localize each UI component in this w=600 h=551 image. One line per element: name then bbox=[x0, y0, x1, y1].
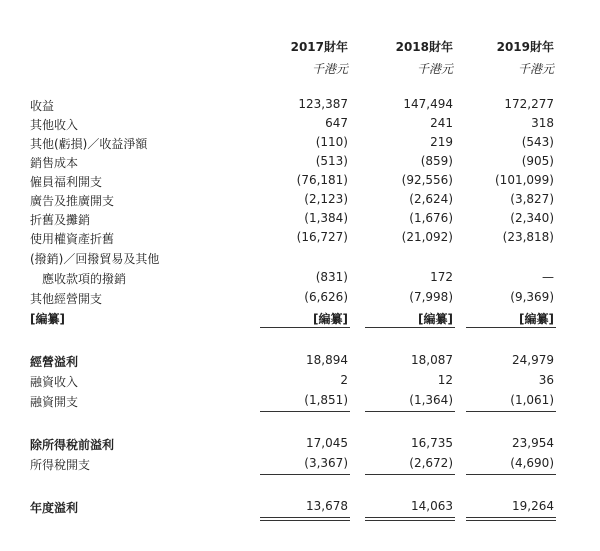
row-label: 其他經營開支 bbox=[30, 292, 103, 306]
subtotal-rule bbox=[260, 411, 350, 412]
row-value: (513) bbox=[315, 154, 348, 168]
row-value: 318 bbox=[531, 116, 554, 130]
row-value: (1,061) bbox=[510, 393, 554, 407]
total-double-rule bbox=[260, 517, 350, 521]
row-value: (7,998) bbox=[409, 290, 453, 304]
row-value: (2,624) bbox=[409, 192, 453, 206]
col-unit-2019: 千港元 bbox=[517, 62, 554, 76]
total-double-rule bbox=[365, 517, 455, 521]
row-value: (16,727) bbox=[296, 230, 348, 244]
subtotal-rule bbox=[260, 474, 350, 475]
row-value: 172 bbox=[430, 270, 453, 284]
col-unit-2018: 千港元 bbox=[416, 62, 453, 76]
row-value: 647 bbox=[325, 116, 348, 130]
row-label: 其他(虧損)／收益淨額 bbox=[30, 137, 148, 151]
row-value: 18,894 bbox=[306, 353, 348, 367]
row-label: 僱員福利開支 bbox=[30, 175, 103, 189]
row-label: 融資收入 bbox=[30, 375, 79, 389]
row-value: 17,045 bbox=[306, 436, 348, 450]
row-label: 除所得稅前溢利 bbox=[30, 438, 115, 452]
row-value: 16,735 bbox=[411, 436, 453, 450]
col-header-2018: 2018財年 bbox=[395, 40, 453, 54]
row-value: [編纂] bbox=[519, 312, 554, 326]
row-value: (76,181) bbox=[296, 173, 348, 187]
row-label: 所得稅開支 bbox=[30, 458, 91, 472]
row-value: (2,340) bbox=[510, 211, 554, 225]
row-label: [編纂] bbox=[30, 312, 65, 326]
row-value: 12 bbox=[437, 373, 453, 387]
row-label: 應收款項的撥銷 bbox=[30, 272, 127, 286]
row-value: (101,099) bbox=[495, 173, 554, 187]
row-value: 24,979 bbox=[512, 353, 554, 367]
col-unit-2017: 千港元 bbox=[311, 62, 348, 76]
row-label: 融資開支 bbox=[30, 395, 79, 409]
row-value: 19,264 bbox=[512, 499, 554, 513]
row-value: (905) bbox=[521, 154, 554, 168]
row-value: (1,384) bbox=[304, 211, 348, 225]
row-value: 13,678 bbox=[306, 499, 348, 513]
row-value: [編纂] bbox=[418, 312, 453, 326]
subtotal-rule bbox=[466, 411, 556, 412]
row-value: 219 bbox=[430, 135, 453, 149]
row-label: 廣告及推廣開支 bbox=[30, 194, 115, 208]
row-value: (21,092) bbox=[401, 230, 453, 244]
row-value: [編纂] bbox=[313, 312, 348, 326]
subtotal-rule bbox=[365, 327, 455, 328]
row-value: 36 bbox=[538, 373, 554, 387]
row-label: 其他收入 bbox=[30, 118, 79, 132]
row-value: (23,818) bbox=[502, 230, 554, 244]
row-value: (831) bbox=[315, 270, 348, 284]
row-label: 年度溢利 bbox=[30, 501, 79, 515]
row-value: 147,494 bbox=[403, 97, 453, 111]
total-double-rule bbox=[466, 517, 556, 521]
row-value: (543) bbox=[521, 135, 554, 149]
row-value: (2,123) bbox=[304, 192, 348, 206]
row-value: (1,364) bbox=[409, 393, 453, 407]
row-value: 18,087 bbox=[411, 353, 453, 367]
subtotal-rule bbox=[260, 327, 350, 328]
row-value: 14,063 bbox=[411, 499, 453, 513]
row-value: (2,672) bbox=[409, 456, 453, 470]
row-value: 2 bbox=[340, 373, 348, 387]
row-value: — bbox=[542, 270, 554, 284]
row-label: 使用權資產折舊 bbox=[30, 232, 115, 246]
row-label: 收益 bbox=[30, 99, 55, 113]
row-label: 經營溢利 bbox=[30, 355, 79, 369]
row-label: 折舊及攤銷 bbox=[30, 213, 91, 227]
col-header-2019: 2019財年 bbox=[496, 40, 554, 54]
row-value: (92,556) bbox=[401, 173, 453, 187]
row-value: (1,676) bbox=[409, 211, 453, 225]
row-value: (110) bbox=[315, 135, 348, 149]
row-label: (撥銷)／回撥貿易及其他 bbox=[30, 252, 160, 266]
subtotal-rule bbox=[365, 411, 455, 412]
row-value: 23,954 bbox=[512, 436, 554, 450]
row-value: (6,626) bbox=[304, 290, 348, 304]
row-value: (859) bbox=[420, 154, 453, 168]
row-value: (3,827) bbox=[510, 192, 554, 206]
row-value: (4,690) bbox=[510, 456, 554, 470]
row-value: 123,387 bbox=[298, 97, 348, 111]
row-value: 172,277 bbox=[504, 97, 554, 111]
row-value: (9,369) bbox=[510, 290, 554, 304]
col-header-2017: 2017財年 bbox=[290, 40, 348, 54]
row-label: 銷售成本 bbox=[30, 156, 79, 170]
row-value: 241 bbox=[430, 116, 453, 130]
subtotal-rule bbox=[365, 474, 455, 475]
subtotal-rule bbox=[466, 474, 556, 475]
row-value: (1,851) bbox=[304, 393, 348, 407]
subtotal-rule bbox=[466, 327, 556, 328]
row-value: (3,367) bbox=[304, 456, 348, 470]
